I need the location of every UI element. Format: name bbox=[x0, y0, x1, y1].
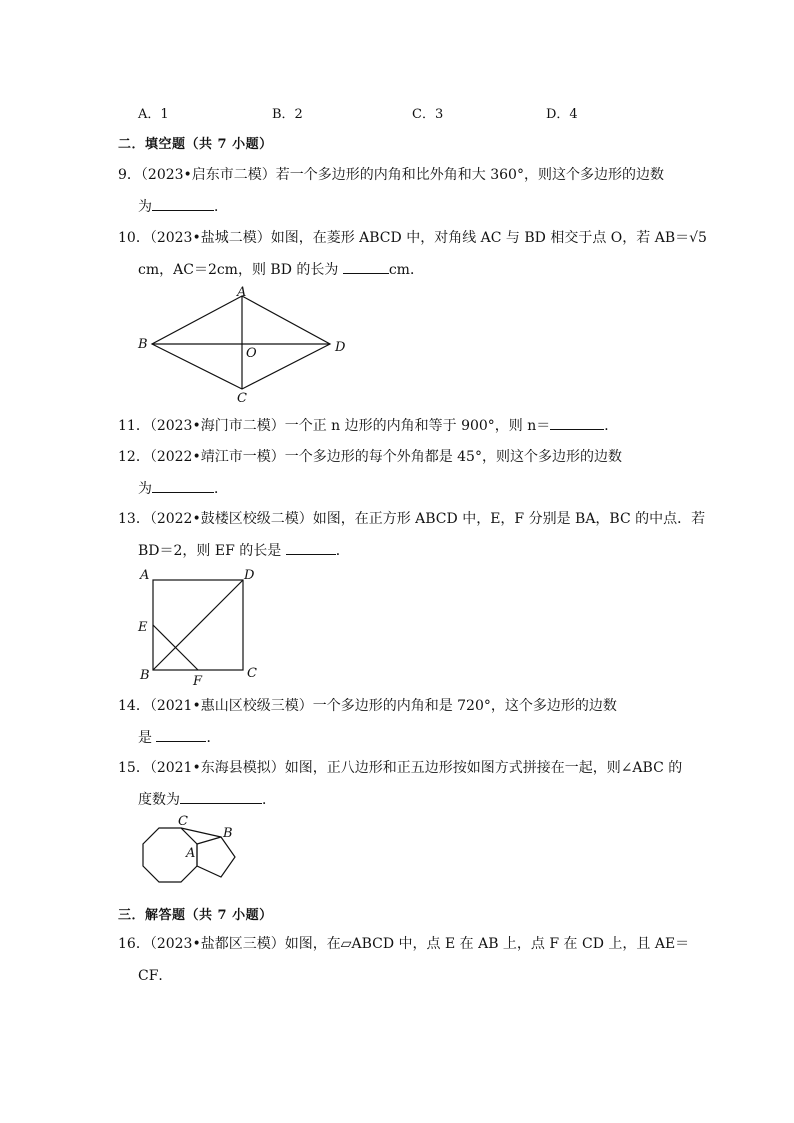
question-9-line2 bbox=[138, 196, 228, 217]
question-13-line2 bbox=[138, 540, 350, 561]
square-figure bbox=[130, 565, 270, 690]
question-10-line2 bbox=[138, 259, 424, 280]
question-14-prefix: 是 bbox=[138, 730, 152, 746]
question-15-prefix: 度数为 bbox=[138, 792, 180, 808]
rhombus-figure bbox=[130, 284, 360, 408]
question-9-line1: 9．（2023•启东市二模）若一个多边形的内角和比外角和大 360°，则这个多边形的边数 bbox=[118, 167, 664, 183]
octagon-pentagon-figure bbox=[130, 812, 250, 892]
question-11 bbox=[118, 415, 618, 436]
option-d: D．4 bbox=[546, 107, 578, 122]
label-b: B bbox=[140, 668, 150, 683]
label-c: C bbox=[237, 391, 247, 406]
label-b: B bbox=[138, 337, 148, 352]
question-10-suffix: cm． bbox=[388, 262, 424, 278]
regular-pentagon bbox=[197, 837, 235, 877]
section-heading-fill-in: 二．填空题（共 7 小题） bbox=[118, 137, 273, 152]
question-13-prefix: BD＝2，则 EF 的长是 bbox=[138, 543, 282, 559]
answer-blank[interactable] bbox=[156, 727, 206, 742]
question-13-line1: 13．（2022•鼓楼区校级二模）如图，在正方形 ABCD 中，E，F 分别是 BA，BC 的中点．若 bbox=[118, 511, 706, 527]
question-15-suffix: ． bbox=[262, 792, 276, 808]
label-c: C bbox=[178, 814, 188, 829]
answer-blank[interactable] bbox=[152, 196, 214, 211]
question-12-line1: 12．（2022•靖江市一模）一个多边形的每个外角都是 45°，则这个多边形的边数 bbox=[118, 449, 622, 465]
section-heading-solutions: 三．解答题（共 7 小题） bbox=[118, 908, 273, 923]
label-e: E bbox=[138, 620, 148, 635]
rhombus-outline bbox=[152, 296, 330, 389]
option-b: B．2 bbox=[272, 107, 303, 122]
question-14-line1: 14．（2021•惠山区校级三模）一个多边形的内角和是 720°，这个多边形的边数 bbox=[118, 698, 617, 714]
label-c: C bbox=[247, 666, 257, 681]
question-14-suffix: ． bbox=[206, 730, 221, 746]
question-14-line2 bbox=[138, 727, 220, 748]
question-13-suffix: ． bbox=[335, 543, 350, 559]
question-11-suffix: ． bbox=[604, 418, 619, 434]
answer-blank[interactable] bbox=[180, 789, 262, 804]
question-9-suffix: ． bbox=[214, 199, 228, 215]
question-16-line1: 16．（2023•盐都区三模）如图，在▱ABCD 中，点 E 在 AB 上，点 F 在 CD 上，且 AE＝ bbox=[118, 936, 690, 952]
question-10-prefix: cm，AC＝2cm，则 BD 的长为 bbox=[138, 262, 339, 278]
label-a: A bbox=[140, 568, 150, 583]
question-12-prefix: 为 bbox=[138, 481, 152, 497]
label-d: D bbox=[335, 340, 346, 355]
segment-cb bbox=[181, 828, 221, 837]
option-c: C．3 bbox=[412, 107, 444, 122]
question-10-line1: 10．（2023•盐城二模）如图，在菱形 ABCD 中，对角线 AC 与 BD 相交于点 O，若 AB＝√5 bbox=[118, 230, 707, 246]
question-15-line1: 15．（2021•东海县模拟）如图，正八边形和正五边形按如图方式拼接在一起，则∠ABC 的 bbox=[118, 760, 683, 776]
question-11-text: 11．（2023•海门市二模）一个正 n 边形的内角和等于 900°，则 n＝ bbox=[118, 418, 551, 434]
label-a: A bbox=[186, 846, 196, 861]
answer-blank[interactable] bbox=[286, 540, 336, 555]
label-b: B bbox=[223, 826, 233, 841]
label-a: A bbox=[237, 285, 247, 300]
question-12-suffix: ． bbox=[214, 481, 228, 497]
label-f: F bbox=[193, 674, 203, 689]
question-16-line2: CF． bbox=[138, 968, 173, 984]
answer-blank[interactable] bbox=[343, 259, 389, 274]
answer-blank[interactable] bbox=[152, 478, 214, 493]
question-9-prefix: 为 bbox=[138, 199, 152, 215]
diagonal-bd bbox=[153, 580, 243, 670]
label-o: O bbox=[246, 346, 257, 361]
question-12-line2 bbox=[138, 478, 228, 499]
question-15-line2 bbox=[138, 789, 276, 810]
answer-blank[interactable] bbox=[550, 415, 604, 430]
option-a: A．1 bbox=[138, 107, 169, 122]
label-d: D bbox=[244, 568, 255, 583]
